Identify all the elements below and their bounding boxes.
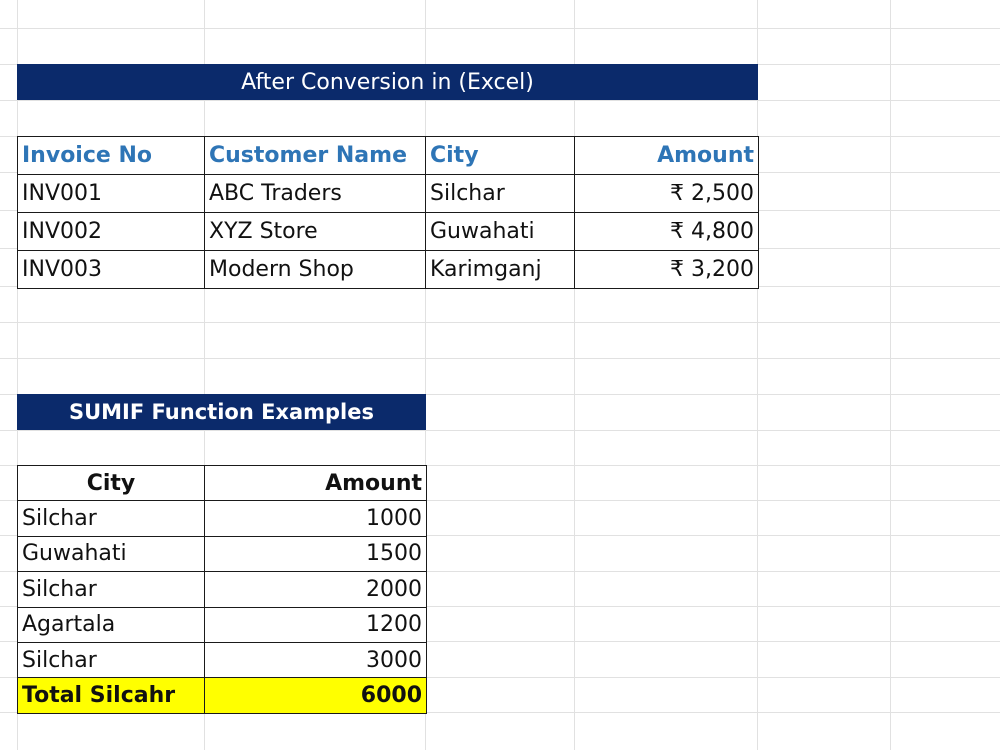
cell-amount[interactable]: 1500: [205, 536, 427, 571]
header-customer-name[interactable]: Customer Name: [205, 137, 426, 175]
cell-city[interactable]: Agartala: [18, 607, 205, 642]
table-header-row: [18, 137, 759, 175]
table-row: [18, 536, 427, 571]
table-header-row: [18, 466, 427, 501]
cell-amount[interactable]: 1200: [205, 607, 427, 642]
table-row: [18, 501, 427, 536]
cell-amount[interactable]: 2000: [205, 572, 427, 607]
table-row: [18, 607, 427, 642]
table2-title-banner[interactable]: [17, 394, 426, 430]
cell-customer-name[interactable]: XYZ Store: [205, 213, 426, 251]
cell-amount[interactable]: ₹ 4,800: [575, 213, 759, 251]
table-row: [18, 572, 427, 607]
total-value[interactable]: 6000: [205, 678, 427, 713]
cell-customer-name[interactable]: Modern Shop: [205, 251, 426, 289]
table2-title: SUMIF Function Examples: [68, 400, 375, 424]
cell-amount[interactable]: ₹ 3,200: [575, 251, 759, 289]
table-row: [18, 175, 759, 213]
total-row: [18, 678, 427, 713]
table-row: [18, 251, 759, 289]
cell-city[interactable]: Silchar: [18, 501, 205, 536]
header-city[interactable]: City: [426, 137, 575, 175]
header-amount[interactable]: Amount: [205, 466, 427, 501]
table1-title-banner[interactable]: [17, 64, 758, 100]
header-city[interactable]: City: [18, 466, 205, 501]
header-amount[interactable]: Amount: [575, 137, 759, 175]
cell-city[interactable]: Karimganj: [426, 251, 575, 289]
cell-city[interactable]: Silchar: [18, 572, 205, 607]
cell-city[interactable]: Silchar: [426, 175, 575, 213]
cell-invoice-no[interactable]: INV003: [18, 251, 205, 289]
table-row: [18, 213, 759, 251]
cell-city[interactable]: Silchar: [18, 642, 205, 677]
cell-amount[interactable]: 3000: [205, 642, 427, 677]
cell-city[interactable]: Guwahati: [18, 536, 205, 571]
sumif-table: [17, 465, 427, 714]
invoice-table: [17, 136, 759, 289]
table1-title: After Conversion in (Excel): [241, 69, 534, 95]
cell-amount[interactable]: ₹ 2,500: [575, 175, 759, 213]
cell-city[interactable]: Guwahati: [426, 213, 575, 251]
header-invoice-no[interactable]: Invoice No: [18, 137, 205, 175]
cell-customer-name[interactable]: ABC Traders: [205, 175, 426, 213]
cell-invoice-no[interactable]: INV001: [18, 175, 205, 213]
total-label[interactable]: Total Silcahr: [18, 678, 205, 713]
table-row: [18, 642, 427, 677]
cell-invoice-no[interactable]: INV002: [18, 213, 205, 251]
cell-amount[interactable]: 1000: [205, 501, 427, 536]
